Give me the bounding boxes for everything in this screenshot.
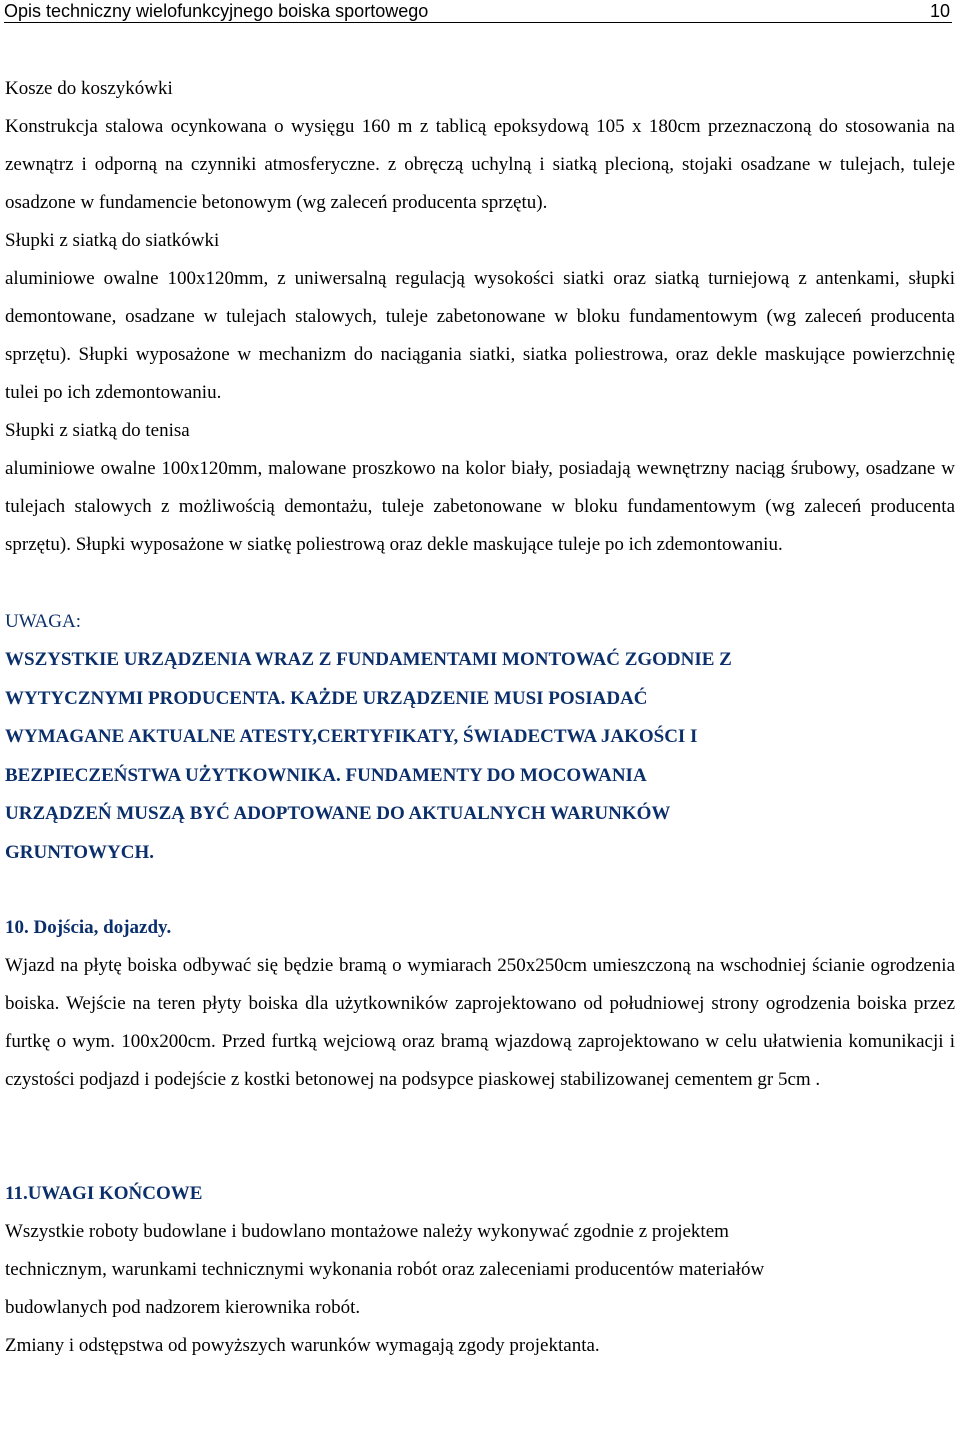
section-heading-siatkowka: Słupki z siatką do siatkówki <box>5 230 220 251</box>
notice-line: WYMAGANE AKTUALNE ATESTY,CERTYFIKATY, ŚWIADECTWA JAKOŚCI I <box>5 726 698 748</box>
paragraph-section-10: Wjazd na płytę boiska odbywać się będzie bramą o wymiarach 250x250cm umieszczoną na wschodniej ścianie ogrodzenia boiska. Wejście na teren płyty boiska dla użytkowników zaprojektowano od południowej strony ogrodzenia boiska przez furtkę o wym. 100x200cm. Przed furtką wejciową oraz bramą wjazdową zaprojektowano w celu ułatwienia komunikacji i czystości podjazd i podejście z kostki betonowej na podsypce piaskowej stabilizowanej cementem gr 5cm . <box>5 954 955 1090</box>
notice-label: UWAGA: <box>5 611 81 632</box>
document-title: Opis techniczny wielofunkcyjnego boiska sportowego <box>4 1 429 21</box>
notice-line: URZĄDZEŃ MUSZĄ BYĆ ADOPTOWANE DO AKTUALNYCH WARUNKÓW <box>5 803 671 825</box>
notice-line: GRUNTOWYCH. <box>5 841 155 863</box>
section-heading-kosze: Kosze do koszykówki <box>5 78 173 99</box>
section-title-11: 11.UWAGI KOŃCOWE <box>5 1182 203 1204</box>
section-heading-tenis: Słupki z siatką do tenisa <box>5 420 190 441</box>
notice-line: WSZYSTKIE URZĄDZENIA WRAZ Z FUNDAMENTAMI MONTOWAĆ ZGODNIE Z <box>5 649 732 670</box>
paragraph-tenis: aluminiowe owalne 100x120mm, malowane proszkowo na kolor biały, posiadają wewnętrzny naciąg śrubowy, osadzane w tulejach stalowych z możliwością demontażu, tuleje zabetonowane w bloku fundamentowym (wg zaleceń producenta sprzętu). Słupki wyposażone w siatkę poliestrową oraz dekle maskujące tuleje po ich zdemontowaniu. <box>5 458 955 555</box>
document-body <box>5 70 955 1365</box>
paragraph-line: technicznym, warunkami technicznymi wykonania robót oraz zaleceniami producentów materiałów <box>5 1258 765 1280</box>
paragraph-kosze: Konstrukcja stalowa ocynkowana o wysięgu 160 m z tablicą epoksydową 105 x 180cm przeznaczoną do stosowania na zewnątrz i odporną na czynniki atmosferyczne. z obręczą uchylną i siatką plecioną, stojaki osadzane w tulejach, tuleje osadzone w fundamencie betonowym (wg zaleceń producenta sprzętu). <box>5 116 955 213</box>
page-number: 10 <box>929 1 950 21</box>
notice-line: BEZPIECZEŃSTWA UŻYTKOWNIKA. FUNDAMENTY DO MOCOWANIA <box>5 764 647 786</box>
notice-line: WYTYCZNYMI PRODUCENTA. KAŻDE URZĄDZENIE MUSI POSIADAĆ <box>5 687 648 709</box>
paragraph-line: Zmiany i odstępstwa od powyższych warunków wymagają zgody projektanta. <box>5 1334 600 1356</box>
section-title-10: 10. Dojścia, dojazdy. <box>5 916 172 938</box>
paragraph-siatkowka: aluminiowe owalne 100x120mm, z uniwersalną regulacją wysokości siatki oraz siatką turniejową z antenkami, słupki demontowane, osadzane w tulejach stalowych, tuleje zabetonowane w bloku fundamentowym (wg zaleceń producenta sprzętu). Słupki wyposażone w mechanizm do naciągania siatki, siatka poliestrowa, oraz dekle maskujące powierzchnię tulei po ich zdemontowaniu. <box>5 268 955 403</box>
paragraph-line: Wszystkie roboty budowlane i budowlano montażowe należy wykonywać zgodnie z projektem <box>5 1220 729 1242</box>
page-header <box>4 0 952 23</box>
paragraph-line: budowlanych pod nadzorem kierownika robót. <box>5 1296 361 1318</box>
